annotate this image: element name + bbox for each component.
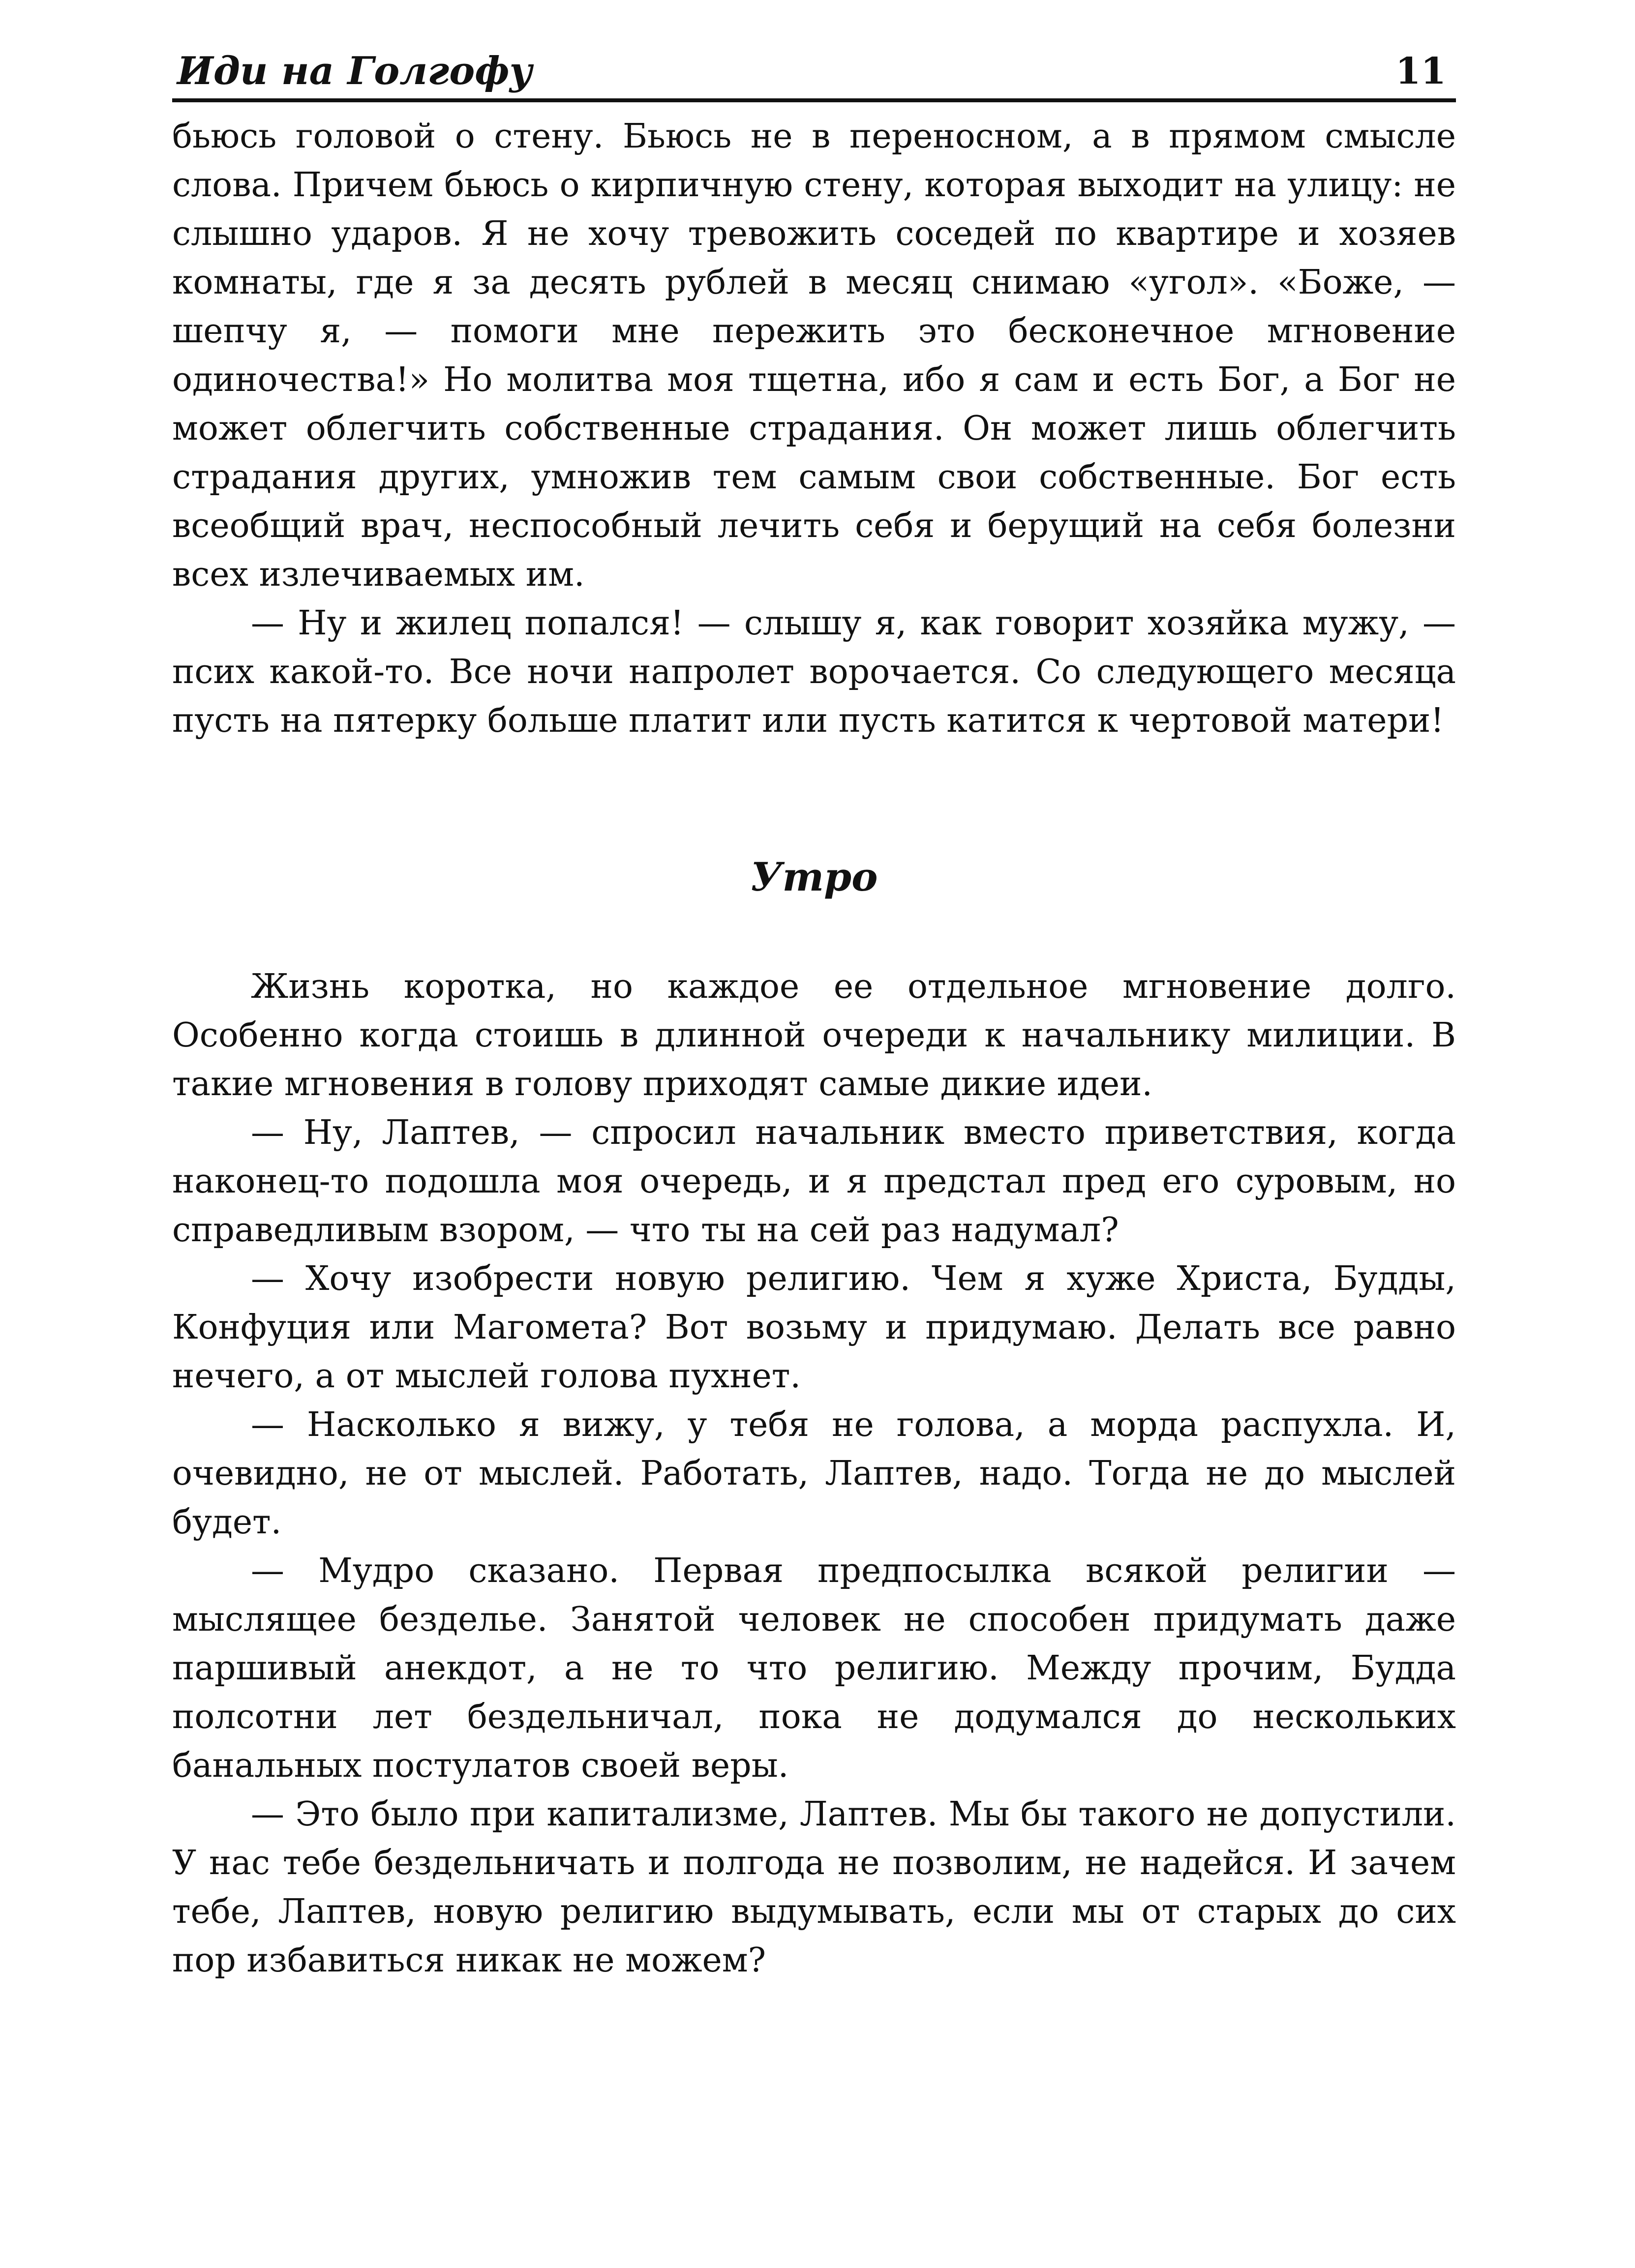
text-block-section <box>172 962 1456 1985</box>
section-title: Утро <box>750 854 878 900</box>
paragraph: бьюсь головой о стену. Бьюсь не в переносном, а в прямом смысле слова. Причем бьюсь о кирпичную стену, которая выходит на улицу: не слышно ударов. Я не хочу тревожить соседей по квартире и хозяев комнаты, где я за десять рублей в месяц снимаю «угол». «Боже, — шепчу я, — помоги мне пережить это бесконечное мгновение одиночества!» Но молитва моя тщетна, ибо я сам и есть Бог, а Бог не может облегчить собственные страдания. Он может лишь облегчить страдания других, умножив тем самым свои собственные. Бог есть всеобщий врач, неспособный лечить себя и берущий на себя болезни всех излечиваемых им. <box>172 117 1456 594</box>
paragraph: — Ну, Лаптев, — спросил начальник вместо приветствия, когда наконец-то подошла моя очередь, и я предстал пред его суровым, но справедливым взором, — что ты на сей раз надумал? <box>172 1113 1456 1250</box>
paragraph: — Это было при капитализме, Лаптев. Мы бы такого не допустили. У нас тебе бездельничать и полгода не позволим, не надейся. И зачем тебе, Лаптев, новую религию выдумывать, если мы от старых до сих пор избавиться никак не можем? <box>172 1795 1456 1980</box>
paragraph: Жизнь коротка, но каждое ее отдельное мгновение долго. Особенно когда стоишь в длинной очереди к начальнику милиции. В такие мгновения в голову приходят самые дикие идеи. <box>172 967 1456 1104</box>
paragraph: — Насколько я вижу, у тебя не голова, а морда распухла. И, очевидно, не от мыслей. Работать, Лаптев, надо. Тогда не до мыслей будет. <box>172 1405 1456 1542</box>
paragraph: — Хочу изобрести новую религию. Чем я хуже Христа, Будды, Конфуция или Магомета? Вот возьму и придумаю. Делать все равно нечего, а от мыслей голова пухнет. <box>172 1259 1456 1396</box>
text-block-continuation <box>172 112 1456 745</box>
running-title: Иди на Голгофу <box>177 49 533 93</box>
page-number: 11 <box>1395 50 1446 92</box>
paragraph: — Ну и жилец попался! — слышу я, как говорит хозяйка мужу, — псих какой-то. Все ночи напролет ворочается. Со следующего месяца пусть на пятерку больше платит или пусть катится к чертовой матери! <box>172 604 1456 740</box>
book-page <box>172 39 1456 1985</box>
running-header <box>172 39 1456 102</box>
paragraph: — Мудро сказано. Первая предпосылка всякой религии — мыслящее безделье. Занятой человек не способен придумать даже паршивый анекдот, а не то что религию. Между прочим, Будда полсотни лет бездельничал, пока не додумался до нескольких банальных постулатов своей веры. <box>172 1552 1456 1785</box>
